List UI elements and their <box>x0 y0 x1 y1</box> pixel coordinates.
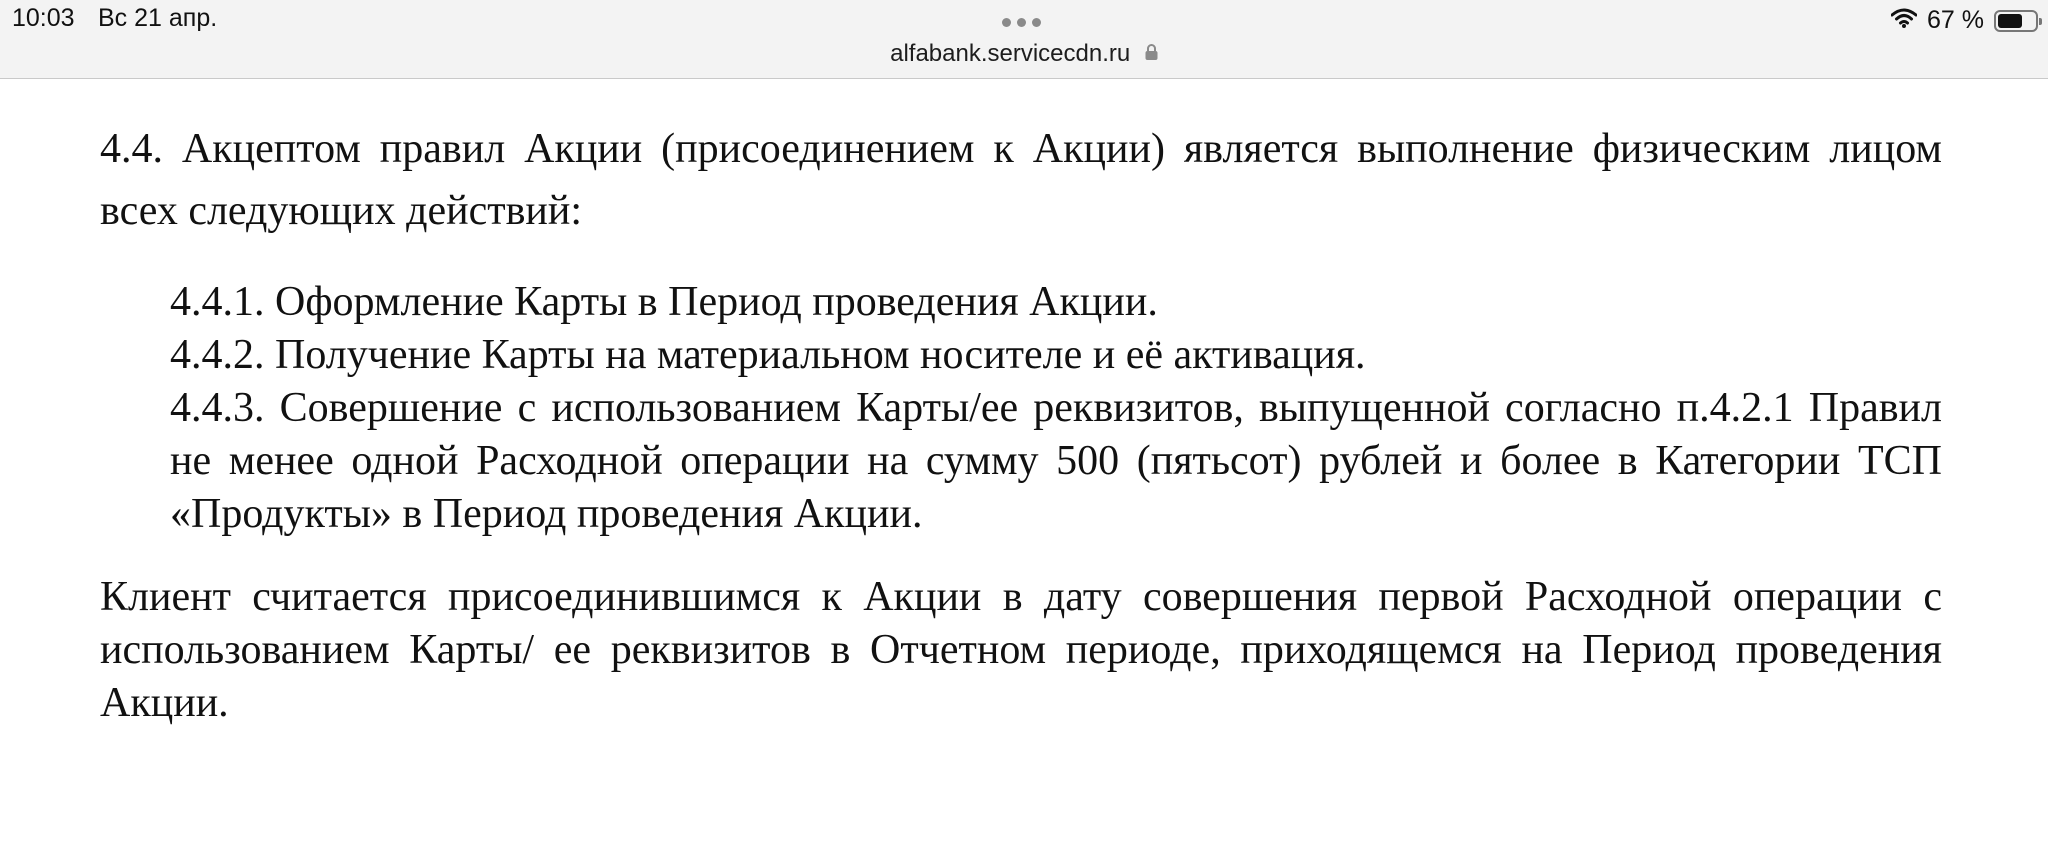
clause-4-4-sublist <box>170 276 1942 541</box>
more-dots-icon[interactable] <box>1002 18 1041 27</box>
clause-4-4-1: 4.4.1. Оформление Карты в Период проведения Акции. <box>170 279 1158 325</box>
url-text[interactable]: alfabank.servicecdn.ru <box>890 40 1131 67</box>
clause-conclusion: Клиент считается присоединившимся к Акции в дату совершения первой Расходной операции с использованием Карты/ ее реквизитов в Отчетном периоде, приходящемся на Период проведения Акции. <box>100 574 1942 726</box>
clause-4-4-2: 4.4.2. Получение Карты на материальном носителе и её активация. <box>170 332 1366 378</box>
browser-top-bar <box>0 0 2048 79</box>
clause-4-4-intro: 4.4. Акцептом правил Акции (присоединением к Акции) является выполнение физическим лицом всех следующих действий: <box>100 126 1942 234</box>
lock-icon <box>1145 39 1158 67</box>
clause-4-4-3: 4.4.3. Совершение с использованием Карты/ее реквизитов, выпущенной согласно п.4.2.1 Правил не менее одной Расходной операции на сумму 500 (пятьсот) рублей и более в Категории ТСП «Продукты» в Период проведения Акции. <box>170 385 1942 537</box>
battery-level-fill <box>1998 14 2022 28</box>
status-date: Вс 21 апр. <box>98 4 218 32</box>
wifi-icon <box>1891 6 1917 35</box>
status-indicators <box>1891 6 2038 35</box>
document-content <box>100 118 1942 730</box>
battery-icon <box>1994 10 2038 32</box>
address-bar[interactable] <box>0 40 2048 68</box>
status-time: 10:03 <box>12 4 75 32</box>
battery-percent: 67 % <box>1927 6 1984 34</box>
